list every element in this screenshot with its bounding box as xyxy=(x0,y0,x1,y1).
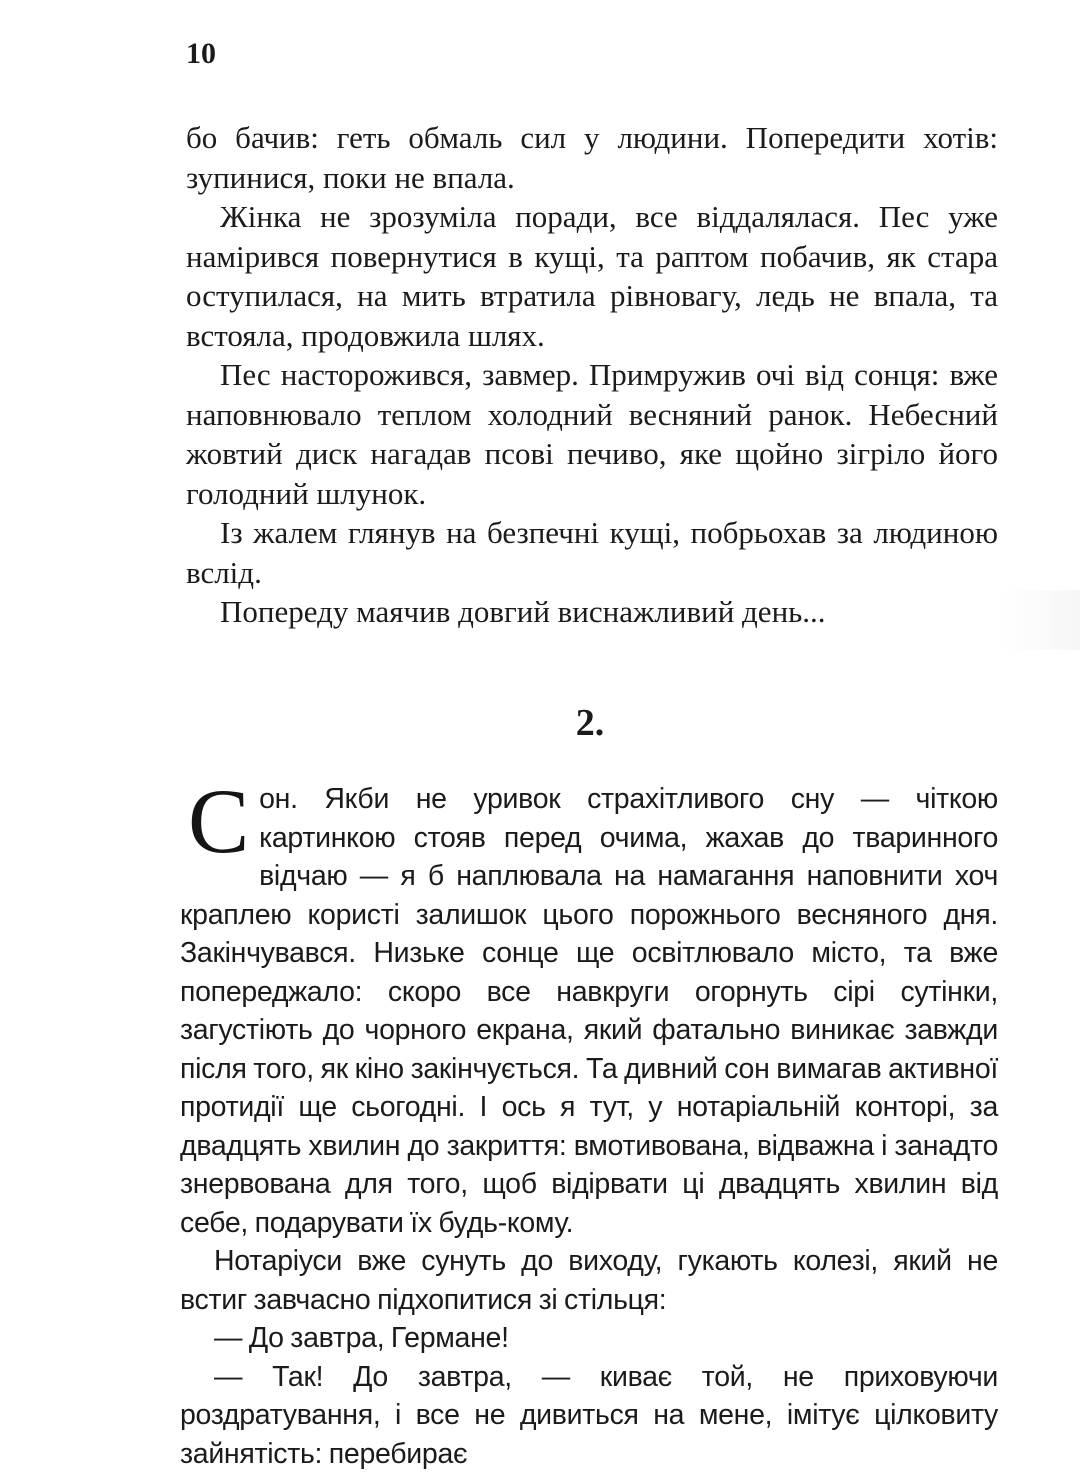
paragraph: Попереду маячив довгий виснажливий день... xyxy=(186,592,998,632)
lead-paragraph xyxy=(180,780,998,1242)
paragraph: бо бачив: геть обмаль сил у людини. Попередити хотів: зупинися, поки не впала. xyxy=(186,118,998,197)
page-number: 10 xyxy=(186,36,216,72)
chapter-heading: 2. xyxy=(0,700,1080,746)
lead-paragraph-text: он. Якби не уривок страхітливого сну — чіткою картинкою стояв перед очима, жахав до тваринного відчаю — я б наплювала на намагання наповнити хоч краплею користі залишок цього порожнього весняного дня. Закінчувався. Низьке сонце ще освітлювало місто, та вже попереджало: скоро все навкруги огорнуть сірі сутінки, загустіють до чорного екрана, який фатально виникає завжди після того, як кіно закінчується. Та дивний сон вимагав активної протидії ще сьогодні. І ось я тут, у нотаріальній конторі, за двадцять хвилин до закриття: вмотивована, відважна і занадто знервована для того, щоб відірвати ці двадцять хвилин від себе, подарувати їх будь-кому. xyxy=(180,783,998,1239)
paragraph: Із жалем глянув на безпечні кущі, побрьохав за людиною вслід. xyxy=(186,513,998,592)
paragraph: Жінка не зрозуміла поради, все віддалялася. Пес уже намірився повернутися в кущі, та раптом побачив, як стара оступилася, на мить втратила рівновагу, ледь не впала, та встояла, продовжила шлях. xyxy=(186,197,998,355)
paragraph: Нотаріуси вже сунуть до виходу, гукають колезі, який не встиг завчасно підхопитися зі стільця: xyxy=(180,1242,998,1319)
section-one-text xyxy=(186,118,998,632)
paragraph: Пес насторожився, завмер. Примружив очі від сонця: вже наповнювало теплом холодний весняний ранок. Небесний жовтий диск нагадав псові печиво, яке щойно зігріло його голодний шлунок. xyxy=(186,355,998,513)
drop-cap: С xyxy=(188,784,249,858)
dialogue-line: — До завтра, Германе! xyxy=(180,1319,998,1358)
page-edge-shadow xyxy=(1000,590,1080,650)
dialogue-line: — Так! До завтра, — киває той, не приховуючи роздратування, і все не дивиться на мене, імітує цілковиту зайнятість: перебирає xyxy=(180,1358,998,1473)
section-two-text xyxy=(180,780,998,1473)
